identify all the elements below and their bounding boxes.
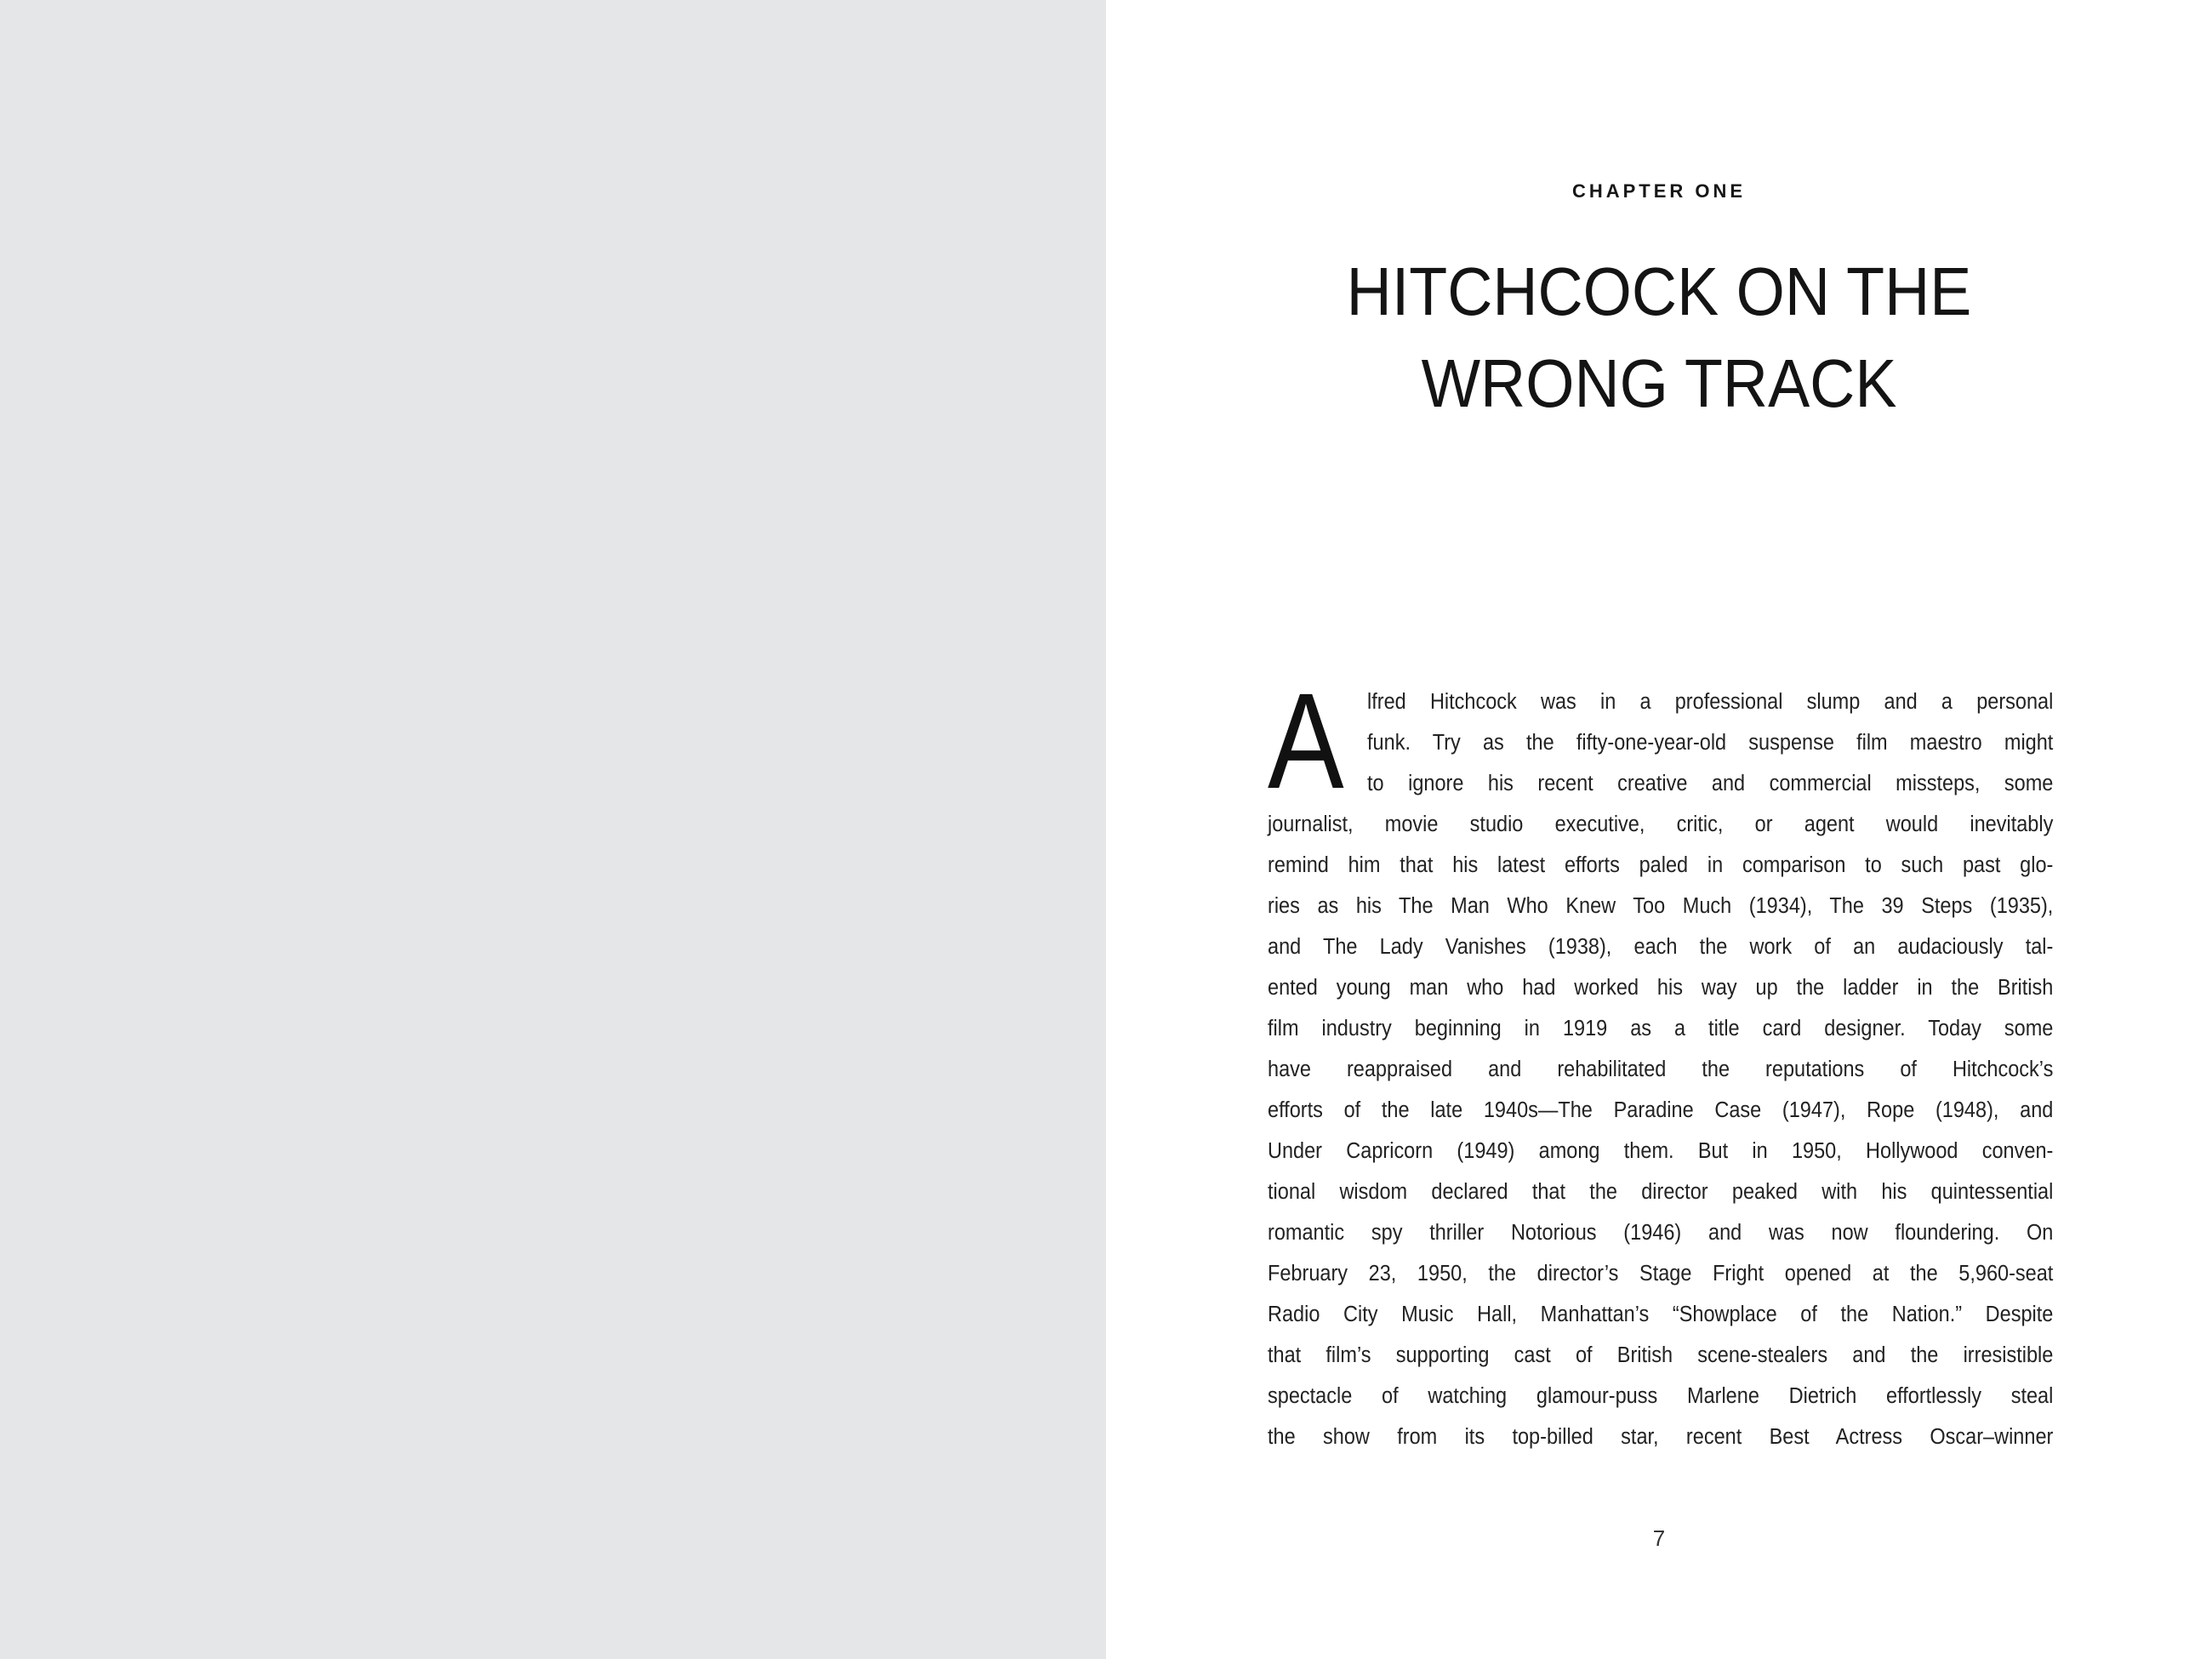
- body-text-line: and The Lady Vanishes (1938), each the work of an audaciously tal-: [1268, 935, 2054, 959]
- body-text-line: journalist, movie studio executive, critic, or agent would inevitably: [1268, 812, 2054, 836]
- body-text-line: spectacle of watching glamour-puss Marlene Dietrich effortlessly steal: [1268, 1384, 2054, 1408]
- chapter-kicker: CHAPTER ONE: [1571, 180, 1747, 202]
- body-text-line: Under Capricorn (1949) among them. But in 1950, Hollywood conven-: [1268, 1139, 2054, 1163]
- chapter-title: [1150, 246, 2168, 430]
- body-text-line: film industry beginning in 1919 as a title card designer. Today some: [1268, 1017, 2054, 1040]
- body-text-line: lfred Hitchcock was in a professional slump and a personal: [1367, 690, 2054, 714]
- chapter-title-line1: HITCHCOCK ON THE: [1346, 254, 1972, 329]
- body-text-line: have reappraised and rehabilitated the reputations of Hitchcock’s: [1268, 1058, 2054, 1081]
- body-text-line: funk. Try as the fifty-one-year-old suspense film maestro might: [1367, 731, 2054, 755]
- body-text-line: efforts of the late 1940s—The Paradine Case (1947), Rope (1948), and: [1268, 1098, 2054, 1122]
- body-text-line: that film’s supporting cast of British scene-stealers and the irresistible: [1268, 1343, 2054, 1367]
- body-text-line: ented young man who had worked his way up the ladder in the British: [1268, 976, 2054, 1000]
- chapter-title-line2: WRONG TRACK: [1421, 345, 1897, 421]
- body-text: [1268, 681, 2053, 1457]
- body-text-line: to ignore his recent creative and commercial missteps, some: [1367, 772, 2054, 795]
- body-text-line: the show from its top-billed star, recent Best Actress Oscar–winner: [1268, 1425, 2054, 1449]
- body-text-line: remind him that his latest efforts paled in comparison to such past glo-: [1268, 853, 2054, 877]
- body-text-line: ries as his The Man Who Knew Too Much (1934), The 39 Steps (1935),: [1268, 894, 2054, 918]
- page-number: 7: [1652, 1525, 1666, 1551]
- drop-cap: A: [1268, 664, 1344, 817]
- body-text-line: February 23, 1950, the director’s Stage Fright opened at the 5,960-seat: [1268, 1262, 2054, 1286]
- body-text-line: tional wisdom declared that the director peaked with his quintessential: [1268, 1180, 2054, 1204]
- body-text-line: romantic spy thriller Notorious (1946) and was now floundering. On: [1268, 1221, 2054, 1245]
- body-text-line: Radio City Music Hall, Manhattan’s “Showplace of the Nation.” Despite: [1268, 1303, 2054, 1326]
- right-page: [1106, 0, 2212, 1659]
